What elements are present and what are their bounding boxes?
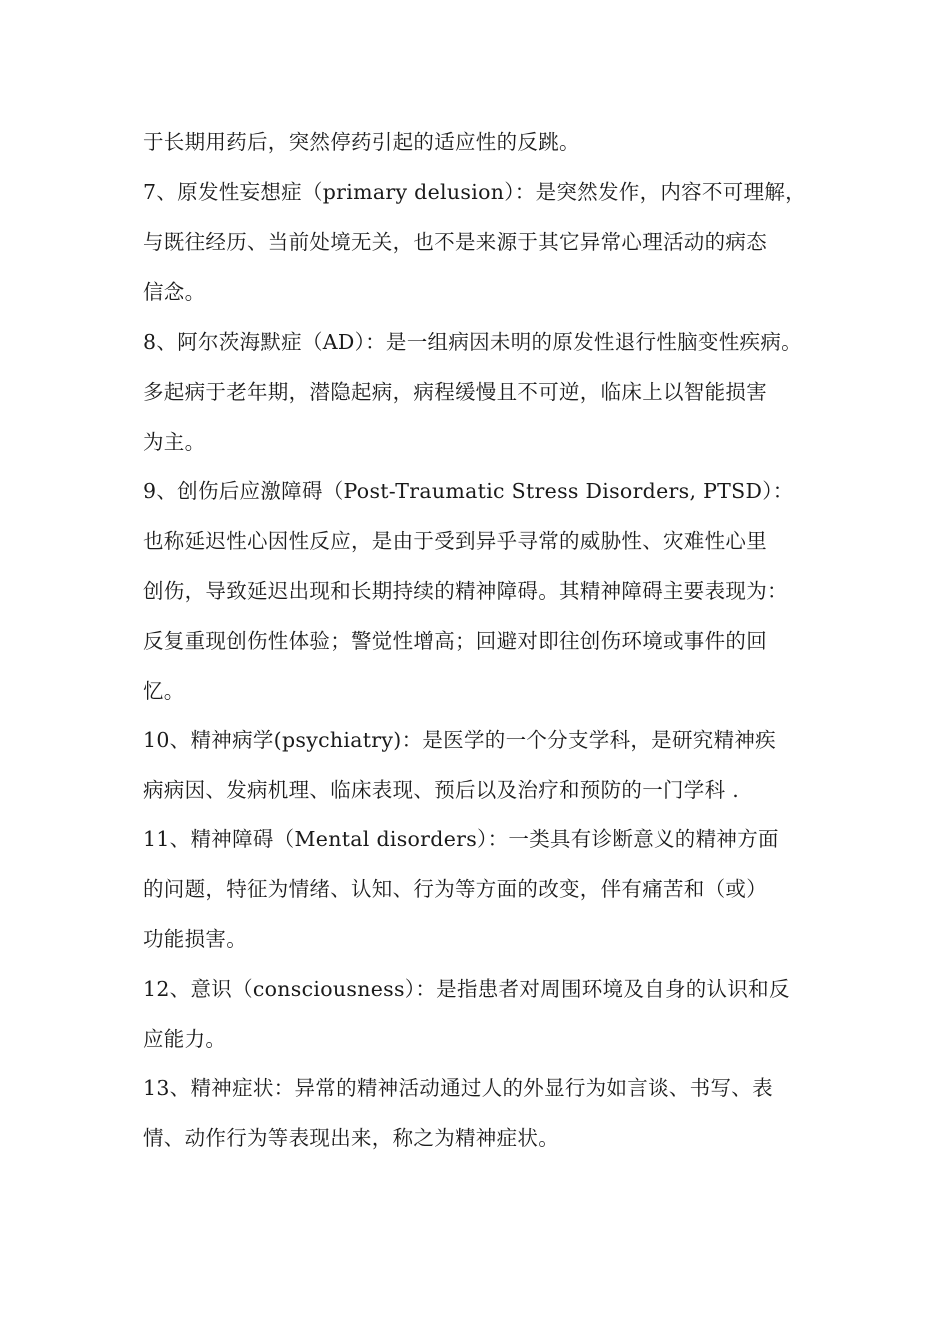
definition-7-heading-line: 7、原发性妄想症（primary delusion）：是突然发作，内容不可理解， — [143, 180, 806, 204]
text-line: 反复重现创伤性体验；警觉性增高；回避对即往创伤环境或事件的回 — [143, 629, 767, 653]
text-line: 忆。 — [143, 679, 185, 703]
definition-13-heading-line: 13、精神症状：异常的精神活动通过人的外显行为如言谈、书写、表 — [143, 1076, 773, 1100]
definition-8-heading-line: 8、阿尔茨海默症（AD）：是一组病因未明的原发性退行性脑变性疾病。 — [143, 330, 802, 354]
text-line: 信念。 — [143, 280, 206, 304]
text-line: 情、动作行为等表现出来，称之为精神症状。 — [143, 1126, 559, 1150]
text-line: 也称延迟性心因性反应，是由于受到异乎寻常的威胁性、灾难性心里 — [143, 529, 767, 553]
text-line: 创伤，导致延迟出现和长期持续的精神障碍。其精神障碍主要表现为： — [143, 579, 788, 603]
text-line: 功能损害。 — [143, 927, 247, 951]
definition-9-heading-line: 9、创伤后应激障碍（Post-Traumatic Stress Disorders, PTSD）： — [143, 479, 794, 503]
definition-10-heading-line: 10、精神病学(psychiatry)：是医学的一个分支学科，是研究精神疾 — [143, 728, 776, 752]
text-line: 多起病于老年期，潜隐起病，病程缓慢且不可逆，临床上以智能损害 — [143, 380, 767, 404]
definition-11-heading-line: 11、精神障碍（Mental disorders）：一类具有诊断意义的精神方面 — [143, 827, 779, 851]
text-line: 于长期用药后，突然停药引起的适应性的反跳。 — [143, 130, 580, 154]
text-line: 病病因、发病机理、临床表现、预后以及治疗和预防的一门学科 . — [143, 778, 740, 802]
text-line: 的问题，特征为情绪、认知、行为等方面的改变，伴有痛苦和（或） — [143, 877, 767, 901]
text-line: 为主。 — [143, 430, 206, 454]
text-line: 应能力。 — [143, 1027, 227, 1051]
definition-12-heading-line: 12、意识（consciousness）：是指患者对周围环境及自身的认识和反 — [143, 977, 790, 1001]
text-line: 与既往经历、当前处境无关，也不是来源于其它异常心理活动的病态 — [143, 230, 767, 254]
